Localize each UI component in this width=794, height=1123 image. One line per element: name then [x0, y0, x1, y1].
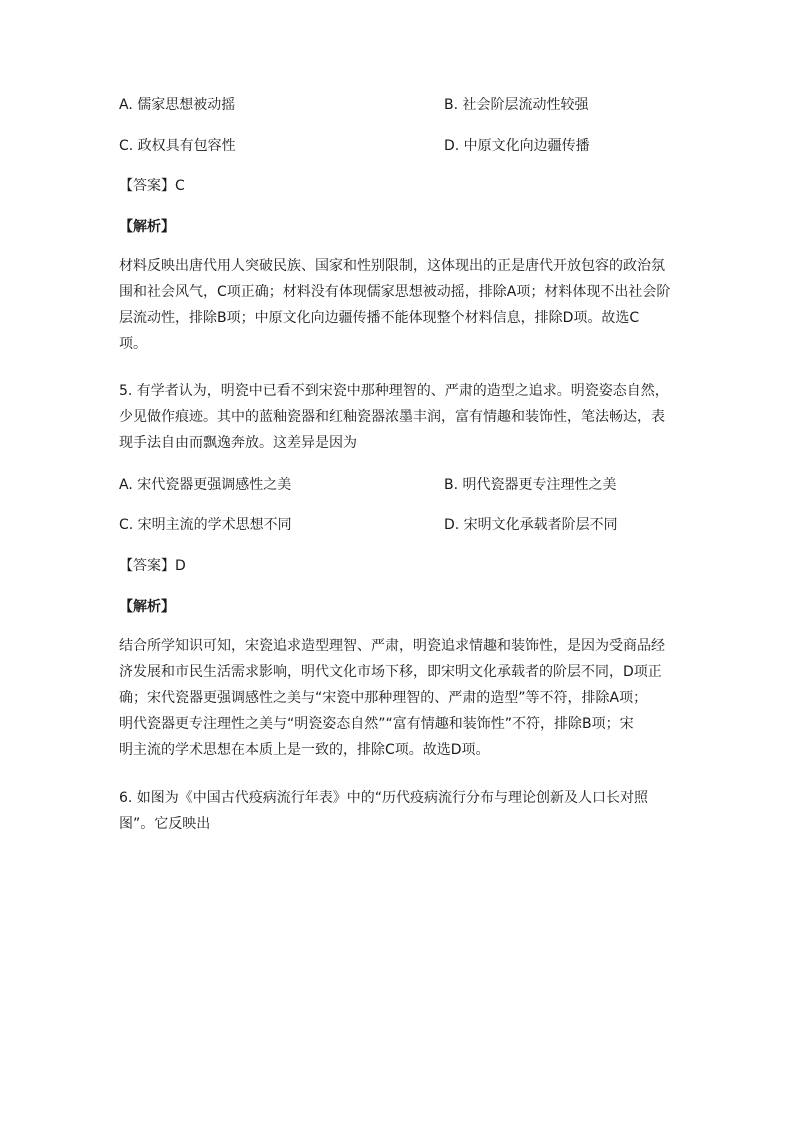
q4-option-a[interactable]: A. 儒家思想被动摇	[119, 97, 236, 113]
q6-stem-line: 图”。它反映出	[119, 816, 211, 832]
q5-stem-line: 现手法自由而飘逸奔放。这差异是因为	[119, 435, 357, 451]
q5-option-d[interactable]: D. 宋明文化承载者阶层不同	[444, 517, 618, 533]
q4-option-b[interactable]: B. 社会阶层流动性较强	[444, 97, 589, 113]
q5-stem-line: 5. 有学者认为，明瓷中已看不到宋瓷中那种理智的、严肃的造型之追求。明瓷姿态自然，	[119, 383, 669, 399]
q4-analysis-line: 项。	[119, 336, 147, 352]
q5-analysis-label: 【解析】	[119, 599, 175, 615]
q5-answer: 【答案】D	[119, 558, 186, 574]
q6-stem-line: 6. 如图为《中国古代疫病流行年表》中的“历代疫病流行分布与理论创新及人口长对照	[119, 790, 649, 806]
q4-option-d[interactable]: D. 中原文化向边疆传播	[444, 138, 590, 154]
q4-analysis-text	[119, 253, 675, 357]
q5-analysis-line: 明主流的学术思想在本质上是一致的，排除C项。故选D项。	[119, 742, 490, 758]
q5-analysis-line: 结合所学知识可知，宋瓷追求造型理智、严肃，明瓷追求情趣和装饰性，是因为受商品经	[119, 638, 665, 654]
q5-analysis-line: 明代瓷器更专注理性之美与“明瓷姿态自然”“富有情趣和装饰性”不符，排除B项；宋	[119, 716, 634, 732]
q4-option-c[interactable]: C. 政权具有包容性	[119, 138, 236, 154]
q5-analysis-line: 确；宋代瓷器更强调感性之美与“宋瓷中那种理智的、严肃的造型”等不符，排除A项；	[119, 690, 648, 706]
q5-stem-line: 少见做作痕迹。其中的蓝釉瓷器和红釉瓷器浓墨丰润，富有情趣和装饰性，笔法畅达，表	[119, 409, 665, 425]
q4-analysis-line: 围和社会风气，C项正确；材料没有体现儒家思想被动摇，排除A项；材料体现不出社会阶	[119, 284, 671, 300]
q5-option-c[interactable]: C. 宋明主流的学术思想不同	[119, 517, 292, 533]
q4-analysis-label: 【解析】	[119, 219, 175, 235]
q5-options-row-1	[119, 474, 679, 496]
q4-answer: 【答案】C	[119, 178, 185, 194]
q5-stem	[119, 378, 675, 456]
q5-analysis-line: 济发展和市民生活需求影响，明代文化市场下移，即宋明文化承载者的阶层不同，D项正	[119, 664, 662, 680]
q5-option-a[interactable]: A. 宋代瓷器更强调感性之美	[119, 477, 292, 493]
q5-options-row-2	[119, 514, 679, 536]
q5-analysis-text	[119, 633, 675, 763]
q4-options-row-1	[119, 94, 679, 116]
q5-option-b[interactable]: B. 明代瓷器更专注理性之美	[444, 477, 617, 493]
q6-stem	[119, 785, 675, 837]
q4-analysis-line: 层流动性，排除B项；中原文化向边疆传播不能体现整个材料信息，排除D项。故选C	[119, 310, 640, 326]
q4-analysis-line: 材料反映出唐代用人突破民族、国家和性别限制，这体现出的正是唐代开放包容的政治氛	[119, 258, 665, 274]
q4-options-row-2	[119, 135, 679, 157]
